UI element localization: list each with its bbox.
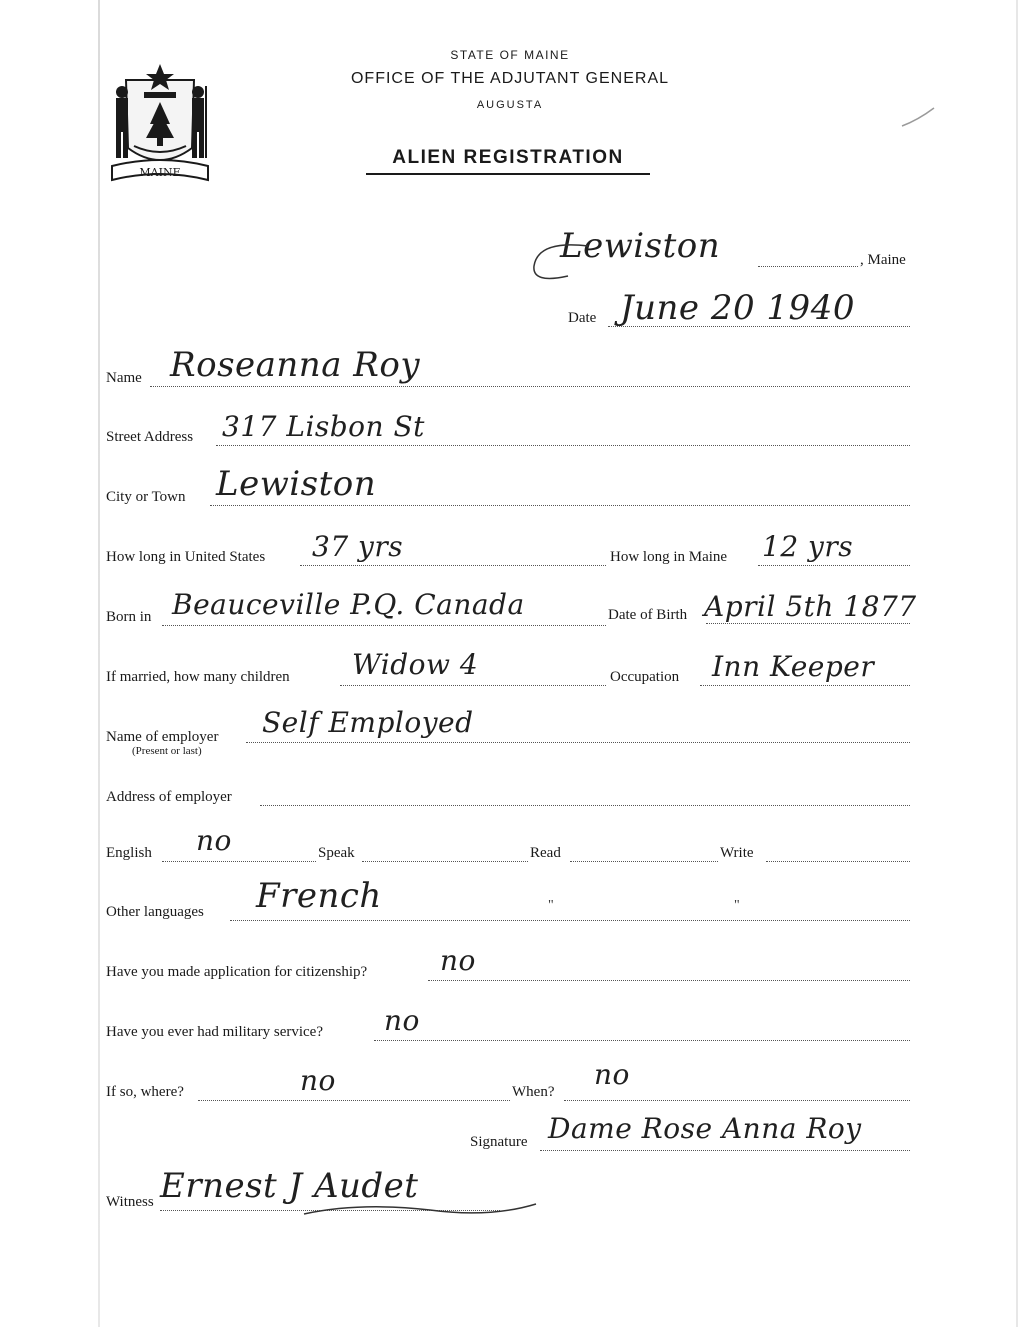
place-line xyxy=(758,266,858,267)
state-seal-icon xyxy=(108,62,212,190)
street-label: Street Address xyxy=(106,429,194,445)
place-flourish xyxy=(528,240,608,290)
speak-line xyxy=(362,861,528,862)
military-entry: no xyxy=(384,1004,420,1037)
children-entry: Widow 4 xyxy=(352,648,479,681)
born-label: Born in xyxy=(106,609,152,625)
maine-label: How long in Maine xyxy=(610,549,728,565)
check-mark-icon xyxy=(900,106,936,128)
dob-entry: April 5th 1877 xyxy=(704,590,917,623)
employer-line xyxy=(246,742,910,743)
read-line xyxy=(570,861,718,862)
city-label: City or Town xyxy=(106,489,186,505)
born-line xyxy=(162,625,606,626)
other-lang-line xyxy=(230,920,910,921)
signature-line xyxy=(540,1150,910,1151)
when-entry: no xyxy=(594,1058,630,1091)
header-city: AUGUSTA xyxy=(476,99,544,111)
place-suffix: , Maine xyxy=(860,252,906,268)
citizenship-label: Have you made application for citizenship? xyxy=(106,964,368,980)
place-entry: Lewiston xyxy=(560,226,721,266)
when-label: When? xyxy=(512,1084,555,1100)
occupation-label: Occupation xyxy=(610,669,680,685)
ditto-read: " xyxy=(548,898,554,913)
page-edge-right xyxy=(1016,0,1018,1327)
maine-line xyxy=(758,565,910,566)
city-entry: Lewiston xyxy=(216,464,377,504)
us-entry: 37 yrs xyxy=(312,530,404,563)
name-line xyxy=(150,386,910,387)
city-line xyxy=(210,505,910,506)
street-line xyxy=(216,445,910,446)
us-label: How long in United States xyxy=(106,549,266,565)
employer-sublabel: (Present or last) xyxy=(132,745,202,757)
signature-entry: Dame Rose Anna Roy xyxy=(548,1112,862,1145)
citizenship-entry: no xyxy=(440,944,476,977)
english-entry: no xyxy=(196,824,232,857)
ditto-write: " xyxy=(734,898,740,913)
page-edge-shadow xyxy=(98,0,100,1327)
military-line xyxy=(374,1040,910,1041)
header-office: OFFICE OF THE ADJUTANT GENERAL xyxy=(350,70,670,87)
date-label: Date xyxy=(568,310,597,326)
employer-entry: Self Employed xyxy=(262,706,474,739)
signature-label: Signature xyxy=(470,1134,528,1150)
where-line xyxy=(198,1100,510,1101)
where-label: If so, where? xyxy=(106,1084,184,1100)
where-entry: no xyxy=(300,1064,336,1097)
write-label: Write xyxy=(720,845,754,861)
seal-motto: MAINE xyxy=(139,166,181,179)
header-state: STATE OF MAINE xyxy=(450,48,570,62)
military-label: Have you ever had military service? xyxy=(106,1024,323,1040)
maine-entry: 12 yrs xyxy=(762,530,854,563)
occupation-entry: Inn Keeper xyxy=(712,650,875,683)
date-entry: June 20 1940 xyxy=(620,288,855,328)
english-label: English xyxy=(106,845,152,861)
witness-label: Witness xyxy=(106,1194,154,1210)
occupation-line xyxy=(700,685,910,686)
name-entry: Roseanna Roy xyxy=(170,345,421,385)
street-entry: 317 Lisbon St xyxy=(222,410,425,443)
witness-entry: Ernest J Audet xyxy=(160,1166,419,1206)
english-line xyxy=(162,861,316,862)
employer-address-label: Address of employer xyxy=(106,789,232,805)
witness-flourish xyxy=(300,1196,540,1226)
name-label: Name xyxy=(106,370,142,386)
speak-label: Speak xyxy=(318,845,355,861)
other-lang-entry: French xyxy=(256,876,382,916)
employer-label: Name of employer xyxy=(106,729,219,745)
dob-label: Date of Birth xyxy=(608,607,688,623)
citizenship-line xyxy=(428,980,910,981)
married-line xyxy=(340,685,606,686)
form-title: ALIEN REGISTRATION xyxy=(366,147,650,175)
write-line xyxy=(766,861,910,862)
other-lang-label: Other languages xyxy=(106,904,204,920)
read-label: Read xyxy=(530,845,561,861)
married-label: If married, how many children xyxy=(106,669,290,685)
employer-address-line xyxy=(260,805,910,806)
dob-line xyxy=(706,623,910,624)
born-entry: Beauceville P.Q. Canada xyxy=(172,588,525,621)
us-line xyxy=(300,565,606,566)
when-line xyxy=(564,1100,910,1101)
